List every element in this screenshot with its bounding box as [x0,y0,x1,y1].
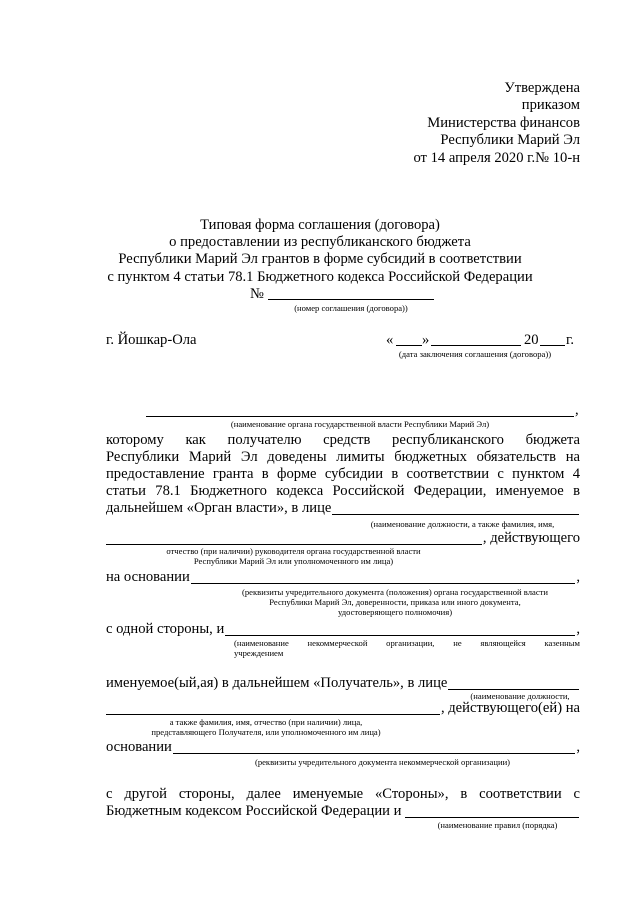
position-caption: (наименование должности, а также фамилия, имя, [370,519,555,529]
recipient-representative-field[interactable] [448,677,579,690]
recipient-row2 [106,700,580,717]
rules-caption: (наименование правил (порядка) [437,820,558,830]
authority-representative-field-2[interactable] [106,532,482,545]
acting-label: , действующего [482,530,580,546]
approval-line: Утверждена [504,80,580,96]
authority-name-field[interactable] [146,416,574,417]
authority-representative-field[interactable] [332,502,579,515]
date-caption: (дата заключения соглашения (договора)) [398,349,552,359]
basis2-field[interactable] [173,741,575,754]
comma: , [576,739,580,755]
paragraph-line: Республики Марий Эл доведены лимиты бюджетных обязательств на [106,449,580,465]
number-caption: (номер соглашения (договора)) [294,303,408,313]
paragraph-line: предоставление гранта в форме субсидии в соответствии с пунктом 4 [106,466,580,482]
comma: , [575,402,579,418]
date-quote-close: » [422,332,430,348]
date-year-prefix: 20 [524,332,539,348]
recipient-row [106,675,580,692]
authority-representative-row2 [106,530,580,547]
nko-caption: (наименование некоммерческой организации, не являющейся казенным [234,638,580,648]
nko-caption: учреждением [234,648,284,658]
position-caption: Республики Марий Эл или уполномоченного им лица) [193,556,394,566]
city: г. Йошкар-Ола [106,332,197,348]
one-side-label: с одной стороны, и [106,621,225,637]
basis-field[interactable] [191,571,576,584]
title-line: Типовая форма соглашения (договора) [200,217,440,233]
paragraph-line: статьи 78.1 Бюджетного кодекса Российской Федерации, именуемое в [106,483,580,499]
comma: , [576,569,580,585]
basis-row [106,569,580,586]
basis-caption: Республики Марий Эл, доверенности, приказа или иного документа, [269,597,521,607]
approval-line: Министерства финансов [427,114,580,131]
authority-caption: (наименование органа государственной власти Республики Марий Эл) [230,419,490,429]
date-year-suffix: г. [566,332,574,348]
date-quote-open: « [386,332,394,348]
approval-line: Республики Марий Эл [440,132,580,149]
basis-caption: (реквизиты учредительного документа (положения) органа государственной власти [242,587,548,597]
basis2-row [106,739,580,756]
paragraph-line: которому как получателю средств республиканского бюджета [106,432,580,448]
basis-label: на основании [106,569,190,585]
title-line: с пунктом 4 статьи 78.1 Бюджетного кодекса Российской Федерации [107,268,533,285]
acting-label: , действующего(ей) на [440,700,580,716]
recipient-representative-field-2[interactable] [106,702,440,715]
date-day-field[interactable] [396,345,422,346]
comma: , [576,621,580,637]
rules-row [106,803,580,820]
approval-line: приказом [521,97,580,114]
recipient-position-caption: (наименование должности, [470,691,570,701]
number-field[interactable] [268,299,434,300]
position-caption: отчество (при наличии) руководителя органа государственной власти [166,546,421,556]
date-year-field[interactable] [540,345,565,346]
paragraph-line: с другой стороны, далее именуемые «Стороны», в соответствии с [106,786,580,802]
recipient-label: именуемое(ый,ая) в дальнейшем «Получатель», в лице [106,675,448,691]
paragraph-line: дальнейшем «Орган власти», в лице [106,500,332,516]
approval-block [413,80,580,167]
basis-caption: удостоверяющего полномочия) [337,607,453,617]
title-line: о предоставлении из республиканского бюджета [169,234,471,251]
title-line: Республики Марий Эл грантов в форме субсидий в соответствии [118,251,522,268]
nko-name-field[interactable] [225,623,575,636]
document-title [60,217,580,286]
one-side-row [106,621,580,638]
basis2-label: основании [106,739,172,755]
number-sign: № [250,286,264,302]
paragraph-line: Бюджетным кодексом Российской Федерации и [106,803,402,819]
approval-line: от 14 апреля 2020 г.№ 10-н [413,149,580,166]
recipient-position-caption: представляющего Получателя, или уполномоченного им лица) [151,727,381,737]
date-month-field[interactable] [431,345,521,346]
authority-representative-row [106,500,580,517]
recipient-position-caption: а также фамилия, имя, отчество (при наличии) лица, [169,717,363,727]
basis-nko-caption: (реквизиты учредительного документа некоммерческой организации) [254,757,511,767]
rules-field[interactable] [405,805,579,818]
